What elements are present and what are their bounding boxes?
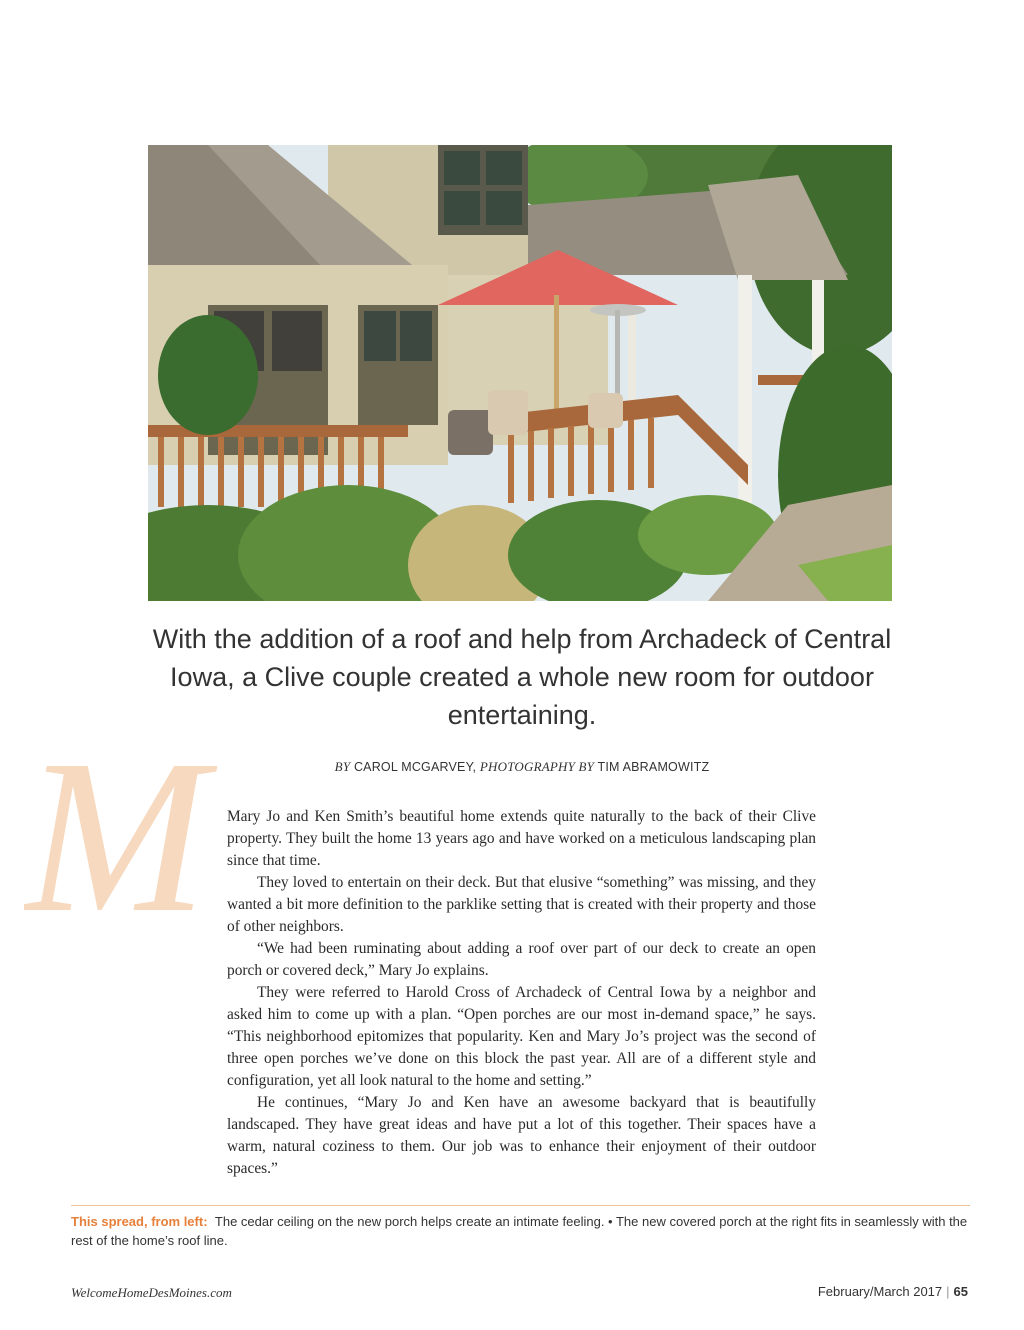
caption-lead: This spread, from left: xyxy=(71,1214,208,1229)
page-number: 65 xyxy=(953,1284,968,1299)
paragraph: “We had been ruminating about adding a roof over part of our deck to create an open porch or covered deck,” Mary Jo explains. xyxy=(227,940,816,979)
paragraph: He continues, “Mary Jo and Ken have an awesome backyard that is beautifully landscaped. They have great ideas and have put a lot of this together. Their spaces have a warm, natural coziness to them. Our job was to enhance their enjoyment of their outdoor spaces.” xyxy=(227,1094,816,1177)
byline-by-label: BY xyxy=(334,759,351,774)
caption-text: The cedar ceiling on the new porch helps create an intimate feeling. • The new covered porch at the right fits in seamlessly with the rest of the home’s roof line. xyxy=(71,1214,968,1248)
caption-divider xyxy=(71,1205,970,1206)
article-body xyxy=(227,806,816,1180)
svg-text:M: M xyxy=(24,760,208,940)
byline-photographer: TIM ABRAMOWITZ xyxy=(597,760,710,774)
footer-separator: | xyxy=(946,1284,950,1299)
footer-issue xyxy=(818,1284,968,1299)
footer-issue-date: February/March 2017 xyxy=(817,1284,943,1299)
paragraph: Mary Jo and Ken Smith’s beautiful home extends quite naturally to the back of their Clive property. They built the home 13 years ago and have worked on a meticulous landscaping plan since that time. xyxy=(227,808,816,869)
photo-caption xyxy=(71,1212,976,1250)
footer-site: WelcomeHomeDesMoines.com xyxy=(71,1285,232,1300)
byline-author: CAROL MCGARVEY, xyxy=(353,760,477,774)
paragraph: They were referred to Harold Cross of Archadeck of Central Iowa by a neighbor and asked him to come up with a plan. “Open porches are our most in-demand space,” he says. “This neighborhood epitomizes that popularity. Ken and Mary Jo’s project was the second of three open porches we’ve done on this block the past year. All are of a different style and configuration, yet all look natural to the home and setting.” xyxy=(227,984,816,1089)
headline: With the addition of a roof and help from Archadeck of Central Iowa, a Clive couple created a whole new room for outdoor entertaining. xyxy=(152,624,892,730)
porch-photo xyxy=(148,145,892,601)
byline-photo-label: PHOTOGRAPHY BY xyxy=(479,759,595,774)
paragraph: They loved to entertain on their deck. But that elusive “something” was missing, and they wanted a bit more definition to the parklike setting that is created with their property and those of other neighbors. xyxy=(227,874,816,935)
